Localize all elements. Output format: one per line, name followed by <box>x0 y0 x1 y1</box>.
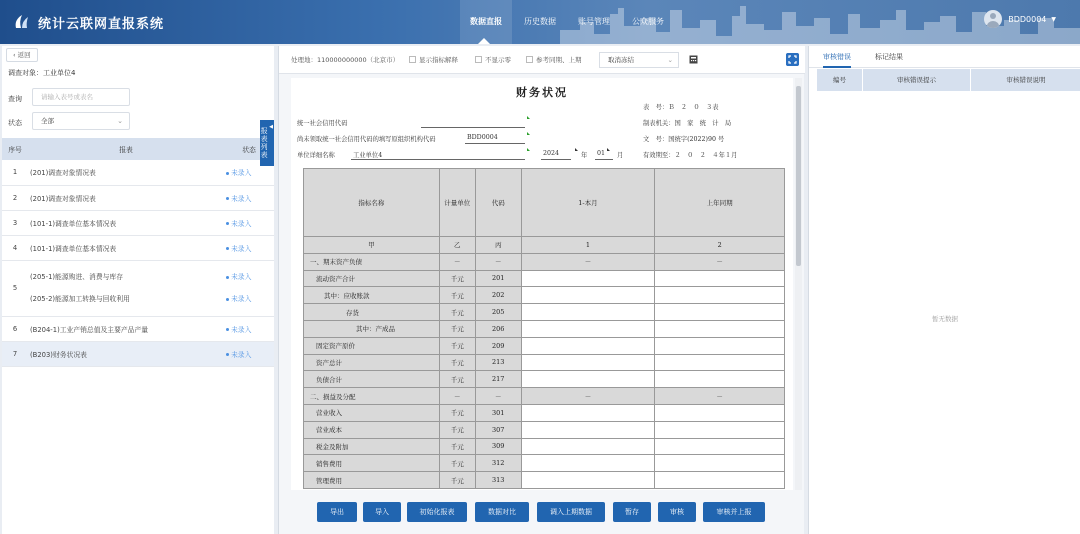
table-row <box>304 404 785 421</box>
value-input-last-year[interactable] <box>655 354 785 371</box>
value-input-current[interactable] <box>521 438 655 455</box>
table-row[interactable] <box>2 210 274 235</box>
caret-down-icon: ▼ <box>1051 15 1056 23</box>
value-input-current[interactable] <box>521 455 655 472</box>
status-badge: 未录入 <box>224 210 274 235</box>
report-name: (201)调查对象情况表 <box>28 185 224 210</box>
unit-cell: 千元 <box>439 371 475 388</box>
comment-marker <box>575 148 578 151</box>
init-report-button[interactable]: 初始化报表 <box>407 502 467 522</box>
value-input-last-year[interactable] <box>655 472 785 489</box>
indicator-name: 存货 <box>304 304 440 321</box>
hide-zero-checkbox[interactable]: 不显示零 <box>475 55 511 64</box>
top-header <box>0 0 1080 44</box>
indicator-name: 税金及附加 <box>304 438 440 455</box>
unit-cell: 千元 <box>439 472 475 489</box>
nav-data-report[interactable]: 数据直报 <box>460 0 512 44</box>
reference-checkbox[interactable]: 参考同期、上期 <box>526 55 582 64</box>
financial-table-body <box>304 253 785 488</box>
code-cell: 206 <box>475 320 521 337</box>
table-row <box>304 304 785 321</box>
code-cell: 217 <box>475 371 521 388</box>
value-input-last-year[interactable] <box>655 270 785 287</box>
table-row[interactable] <box>2 235 274 260</box>
report-list-toggle-tab[interactable] <box>260 120 274 166</box>
value-input-last-year[interactable] <box>655 337 785 354</box>
value-cell-locked: － <box>521 253 655 270</box>
col-header-number: 编号 <box>817 69 863 91</box>
report-name: (B204-1)工业产销总值及主要产品产量 <box>28 316 224 341</box>
table-row <box>304 472 785 489</box>
tab-audit-errors[interactable]: 审核错误 <box>823 53 851 61</box>
section-row <box>304 388 785 405</box>
credit-code-label: 统一社会信用代码 <box>297 120 348 127</box>
table-row <box>304 354 785 371</box>
freeze-select[interactable] <box>599 52 679 68</box>
action-button-bar <box>279 496 805 534</box>
org-code-value[interactable]: BDD0004 <box>467 134 498 141</box>
load-previous-button[interactable]: 调入上期数据 <box>537 502 605 522</box>
value-input-last-year[interactable] <box>655 404 785 421</box>
table-row <box>304 421 785 438</box>
back-button[interactable] <box>6 48 38 62</box>
status-badge: 未录入 <box>224 316 274 341</box>
document-number: 文 号：国统字(2022)90 号 <box>643 136 725 143</box>
code-cell: 313 <box>475 472 521 489</box>
nav-account-management[interactable]: 账号管理 <box>578 17 610 26</box>
audit-panel <box>808 46 1080 534</box>
status-badge: 未录入 <box>224 185 274 210</box>
code-cell: 205 <box>475 304 521 321</box>
value-input-current[interactable] <box>521 371 655 388</box>
row-no: 7 <box>2 341 28 366</box>
code-row <box>304 237 785 254</box>
value-input-current[interactable] <box>521 320 655 337</box>
month-label: 月 <box>617 152 624 159</box>
table-row <box>304 438 785 455</box>
indicator-name: 营业收入 <box>304 404 440 421</box>
month-value[interactable]: 01 <box>597 150 606 157</box>
indicator-name: 资产总计 <box>304 354 440 371</box>
col-header-indicator: 指标名称 <box>304 169 440 237</box>
survey-object: 调查对象：工业单位4 <box>8 69 76 77</box>
freeze-select-value: 取消冻结 <box>608 56 634 64</box>
avatar <box>984 10 1002 28</box>
status-badge: 未录入 <box>226 288 274 310</box>
table-row <box>304 455 785 472</box>
code-cell: 乙 <box>439 237 475 254</box>
col-header-code: 代码 <box>475 169 521 237</box>
report-name[interactable]: (205-2)能源加工转换与回收利用 <box>30 295 130 303</box>
fullscreen-icon[interactable] <box>786 53 799 66</box>
section-row <box>304 253 785 270</box>
report-name-group <box>28 260 224 316</box>
value-input-last-year[interactable] <box>655 287 785 304</box>
table-row[interactable] <box>2 185 274 210</box>
sheet-title: 财务状况 <box>516 86 568 99</box>
code-cell: 2 <box>655 237 785 254</box>
tab-mark-results[interactable]: 标记结果 <box>875 53 903 61</box>
query-label: 查询 <box>8 95 22 103</box>
calculator-icon[interactable] <box>689 55 698 64</box>
unit-cell: 千元 <box>439 404 475 421</box>
value-input-last-year[interactable] <box>655 438 785 455</box>
table-number: 表 号：Ｂ ２ ０ ３表 <box>643 104 719 111</box>
report-name[interactable]: (205-1)能源购进、消费与库存 <box>30 273 124 281</box>
month-underline <box>595 159 613 160</box>
report-sheet <box>291 78 793 490</box>
status-badge: 未录入 <box>224 235 274 260</box>
chevron-down-icon: ⌄ <box>117 117 123 125</box>
report-list-tab-label: 报表列表 <box>260 127 269 159</box>
indicator-name: 负债合计 <box>304 371 440 388</box>
col-header-unit: 计量单位 <box>439 169 475 237</box>
unit-name-underline <box>351 159 525 160</box>
indicator-name: 营业成本 <box>304 421 440 438</box>
user-menu[interactable] <box>984 10 1056 28</box>
status-badge: 未录入 <box>226 266 274 288</box>
value-input-last-year[interactable] <box>655 304 785 321</box>
editor-toolbar <box>279 46 805 74</box>
scrollbar-thumb[interactable] <box>796 86 801 266</box>
code-cell: 309 <box>475 438 521 455</box>
table-row[interactable] <box>2 260 274 316</box>
indicator-name: 销售费用 <box>304 455 440 472</box>
table-row[interactable] <box>2 160 274 185</box>
indicator-name: 一、期末资产负债 <box>304 253 440 270</box>
status-label: 状态 <box>8 119 22 127</box>
value-input-last-year[interactable] <box>655 421 785 438</box>
row-no: 1 <box>2 160 28 185</box>
audit-tabs <box>809 46 1080 68</box>
indicator-name: 其中：产成品 <box>304 320 440 337</box>
unit-cell: 千元 <box>439 337 475 354</box>
report-table <box>2 138 274 367</box>
comment-marker <box>527 132 530 135</box>
value-input-last-year[interactable] <box>655 320 785 337</box>
unit-cell: 千元 <box>439 287 475 304</box>
value-input-current[interactable] <box>521 270 655 287</box>
unit-cell: 千元 <box>439 270 475 287</box>
nav-history-data[interactable]: 历史数据 <box>524 17 556 26</box>
unit-cell: 千元 <box>439 304 475 321</box>
code-cell: 甲 <box>304 237 440 254</box>
table-authority: 制表机关：国 家 统 计 局 <box>643 120 732 127</box>
report-name: (201)调查对象情况表 <box>28 160 224 185</box>
valid-until: 有效期至：２ ０ ２ ４年１月 <box>643 152 738 159</box>
report-list-panel <box>2 46 274 534</box>
chevron-down-icon: ⌄ <box>667 56 673 64</box>
financial-table-header <box>304 169 785 237</box>
value-input-current[interactable] <box>521 287 655 304</box>
org-code-underline <box>465 143 525 144</box>
indicator-name: 流动资产合计 <box>304 270 440 287</box>
status-badge-group <box>224 260 274 316</box>
col-header-report: 报表 <box>28 138 224 160</box>
value-input-current[interactable] <box>521 354 655 371</box>
app-logo-icon <box>12 12 32 32</box>
table-row[interactable] <box>2 316 274 341</box>
table-row <box>304 337 785 354</box>
table-row <box>304 371 785 388</box>
comment-marker <box>527 148 530 151</box>
triangle-left-icon: ◀ <box>269 124 274 130</box>
row-no: 5 <box>2 260 28 316</box>
value-input-current[interactable] <box>521 421 655 438</box>
export-button[interactable]: 导出 <box>317 502 357 522</box>
indicator-name: 固定资产原价 <box>304 337 440 354</box>
indicator-name: 管理费用 <box>304 472 440 489</box>
user-name: BDD0004 <box>1008 14 1047 24</box>
app-title: 统计云联网直报系统 <box>38 17 165 32</box>
report-editor-panel <box>278 46 804 534</box>
financial-table <box>303 168 785 489</box>
unit-name-label: 单位详细名称 <box>297 152 335 159</box>
report-name: (101-1)调查单位基本情况表 <box>28 210 224 235</box>
import-button[interactable]: 导入 <box>363 502 401 522</box>
empty-state: 暂无数据 <box>932 315 958 323</box>
year-underline <box>541 159 571 160</box>
row-no: 2 <box>2 185 28 210</box>
status-select[interactable] <box>32 112 130 130</box>
value-input-current[interactable] <box>521 304 655 321</box>
table-row <box>304 287 785 304</box>
back-label: 返回 <box>17 51 31 59</box>
data-compare-button[interactable]: 数据对比 <box>475 502 529 522</box>
row-no: 4 <box>2 235 28 260</box>
unit-cell: － <box>439 253 475 270</box>
credit-code-input[interactable] <box>421 127 525 128</box>
unit-cell: 千元 <box>439 438 475 455</box>
code-cell: 307 <box>475 421 521 438</box>
comment-marker <box>527 116 530 119</box>
code-cell: 312 <box>475 455 521 472</box>
status-select-value: 全部 <box>41 117 54 125</box>
year-label: 年 <box>581 152 588 159</box>
value-cell-locked: － <box>521 388 655 405</box>
value-input-current[interactable] <box>521 337 655 354</box>
indicator-name: 其中：应收账款 <box>304 287 440 304</box>
unit-cell: 千元 <box>439 354 475 371</box>
value-input-current[interactable] <box>521 404 655 421</box>
value-input-current[interactable] <box>521 472 655 489</box>
table-row <box>304 320 785 337</box>
unit-cell: 千元 <box>439 421 475 438</box>
col-header-error-hint: 审核错误提示 <box>863 69 971 91</box>
table-row <box>304 270 785 287</box>
division-label: 处理地：110000000000（北京市） <box>291 56 400 64</box>
report-name: (101-1)调查单位基本情况表 <box>28 235 224 260</box>
code-cell: 丙 <box>475 237 521 254</box>
org-code-label: 尚未领取统一社会信用代码的填写原组织机构代码 <box>297 136 436 143</box>
code-cell: 201 <box>475 270 521 287</box>
unit-cell: 千元 <box>439 320 475 337</box>
comment-marker <box>607 148 610 151</box>
code-cell: 301 <box>475 404 521 421</box>
code-cell: － <box>475 253 521 270</box>
value-cell-locked: － <box>655 388 785 405</box>
col-header-current-month: 1-本月 <box>521 169 655 237</box>
save-draft-button[interactable]: 暂存 <box>613 502 651 522</box>
unit-cell: 千元 <box>439 455 475 472</box>
show-explain-checkbox[interactable]: 显示指标解释 <box>409 55 458 64</box>
code-cell: 202 <box>475 287 521 304</box>
col-header-last-year: 上年同期 <box>655 169 785 237</box>
unit-name-value[interactable]: 工业单位4 <box>353 152 383 159</box>
col-header-no: 序号 <box>2 138 28 160</box>
table-row-selected[interactable] <box>2 341 274 366</box>
report-table-header <box>2 138 274 160</box>
nav-public-service[interactable]: 公众服务 <box>632 17 664 26</box>
indicator-name: 二、损益及分配 <box>304 388 440 405</box>
status-badge: 未录入 <box>224 160 274 185</box>
unit-cell: － <box>439 388 475 405</box>
status-badge: 未录入 <box>224 341 274 366</box>
search-input[interactable]: 请输入表号或表名 <box>32 88 130 106</box>
row-no: 3 <box>2 210 28 235</box>
sheet-scrollbar[interactable] <box>795 78 802 490</box>
col-header-error-desc: 审核错误说明 <box>1006 76 1046 84</box>
code-cell: 209 <box>475 337 521 354</box>
col-header-status: 状态 <box>224 138 274 160</box>
value-cell-locked: － <box>655 253 785 270</box>
code-cell: － <box>475 388 521 405</box>
main-nav <box>460 0 674 44</box>
report-name: (B203)财务状况表 <box>28 341 224 366</box>
code-cell: 1 <box>521 237 655 254</box>
code-cell: 213 <box>475 354 521 371</box>
audit-table-header <box>817 69 1080 91</box>
value-input-last-year[interactable] <box>655 371 785 388</box>
value-input-last-year[interactable] <box>655 455 785 472</box>
audit-submit-button[interactable]: 审核并上报 <box>703 502 765 522</box>
year-value[interactable]: 2024 <box>543 150 560 157</box>
row-no: 6 <box>2 316 28 341</box>
audit-button[interactable]: 审核 <box>658 502 696 522</box>
chevron-left-icon: ‹ <box>13 51 18 59</box>
